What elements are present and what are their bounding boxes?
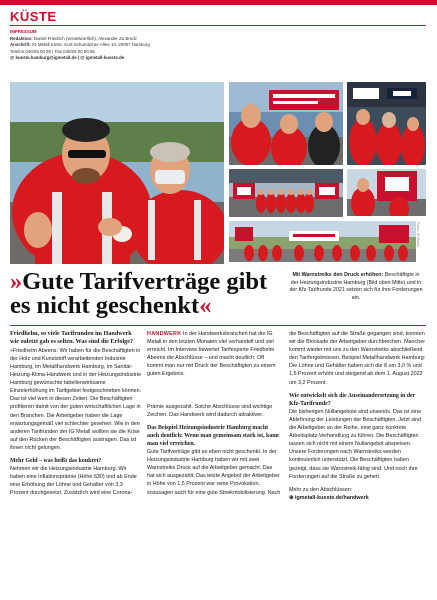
question-4: Wie entwickelt sich die Auseinandersetzung in der Kfz-Tarifrunde? bbox=[289, 392, 416, 407]
impressum-anschrift: Anschrift: IG Metall Küste, Kurt-Schumacher-Allee 10, 20097 Hamburg bbox=[10, 42, 150, 47]
answer-2: Nehmen wir die Heizungsindustrie Hamburg. Wir haben eine Inflationsprämie (Höhe 630) und ab Ende eine Erhöhung der Löhne und Gehälter von 3,3 Prozent durchgesetzt. Zusätzlich wird eine Corona- bbox=[10, 466, 137, 497]
impressum-redaktion: Redaktion: Daniel Friedrich (verantwortlich), Alexander Zu Bredz bbox=[10, 35, 137, 41]
article-column-2 bbox=[147, 330, 281, 596]
impressum-online: @ kueste.hamburg@igmetall.de | @ igmetall-kueste.de bbox=[10, 55, 125, 60]
section-divider bbox=[10, 25, 426, 26]
photo-group-street bbox=[229, 221, 416, 262]
photo-group-flags bbox=[229, 169, 343, 217]
question-3: Das Beispiel Heizungsindustrie Hamburg macht auch deutlich: Wenn man gemeinsam stark ist, kann man viel erreichen. bbox=[147, 424, 279, 447]
article-column-1 bbox=[10, 330, 142, 596]
impressum-contact: Telefon 040/28 00 90 | Fax 040/28 00 90 55 bbox=[10, 48, 95, 54]
answer-3-cont: die Beschäftigten auf die Straße gegangen sind, konnten wir die Blockade der Arbeitgeber durchbrechen. Mancher kommt wieder mit uns zu den Warnstreiks abschließend den Tarifergebnissen. Beispiel Metallhandwerk Hamburg: Die Löhne und Gehälter haben sich die 8 um 3,0 % und 1,5 Prozent erhöht und steigend ab dem 1. August 2022 um 3,2 Prozent. bbox=[289, 331, 426, 386]
top-color-bar bbox=[0, 0, 437, 5]
article-headline: »Gute Tarifverträge gibt es nicht geschenkt« bbox=[10, 268, 268, 319]
answer-2-cont: Prämie ausgezahlt. Solche Abschlüsse sind wichtige Zeichen. Das Handwerk wird dadurch attraktiver. bbox=[147, 403, 273, 418]
article-column-3 bbox=[289, 330, 426, 596]
impressum-heading: IMPRESSUM bbox=[10, 29, 37, 34]
answer-4: Die bisherigen Nullangebote sind unseriös. Das ist eine Ablehnung der Leistungen der Beschäftigten. Jetzt sind die Arbeitgeber an der Reihe, eine ganz konkrete Arbeitsplatz-Verhandlung zu führen. Die Beschäftigten lassen sich nicht mit einem Nullangebot abspeisen. Unsere Forderungen nach Warnstreiks werden kontinuierlich unterstützt. Die Beschäftigten haben gezeigt, dass sie Warnstreik-fähig sind. Und noch ihre Forderungen auf die Straße zu gehen. bbox=[289, 408, 422, 480]
answer-1: »Friedhelm Abeens: Wir haben für die Beschäftigten in der Holz und Kunststoff verarbeitenden Industrie Hamburg, im Metallhandwerk Hamburg, im Sanitär-Heizung-Klima-Handwerk und in der Heizungsindustrie Hamburg gewünschte tabellenwirksame Einzelerhöhung im Tarifgebiet festgeschrieben können. Das ist viel wert in diesen Zeiten. Die Beschäftigten profitieren damit von der guten wirtschaftlichen Lage in den Branchen. Die Arbeitgeber haben die Lage erwartungsgemäß viel schlechter gesehen. Wie in den anderen Tarifrunden der IG Metall wollten sie die Krise auf den Rücken der Beschäftigten austragen. Das ist ihnen nicht gelungen. bbox=[10, 347, 142, 451]
photo-workers-thumbs-up bbox=[10, 82, 224, 264]
headline-rule bbox=[10, 325, 426, 326]
photo-strike-banner bbox=[229, 82, 343, 165]
photo-credit: Fotos: IG Metall bbox=[416, 222, 420, 247]
intro-paragraph: HANDWERK In der Handwerksbranchen hat die IG Metall in den letzten Monaten viel verhandelt und viel erreicht. Im Interview bewertet Tarifexperte Friedhelm Abeens die Abschlüsse – und macht deutlich: Oft kommt man nur mit Druck der Beschäftigten zu einem guten Ergebnis. bbox=[147, 331, 276, 378]
question-2: Mehr Geld – was heißt das konkret? bbox=[10, 458, 102, 465]
answer-3: Gute Tarifverträge gibt es eben nicht geschenkt. In der Heizungsindustrie Hamburg haben wir mit zwei Warnstreiks Druck auf die Arbeitgeber gemacht. Das hat sich ausgezahlt. Das letzte Angebot der Arbeitgeber in Höhe von 1,5 Prozent war reine Provokation, sozusagen auch für eine gute Streikmobilisierung. Nach bbox=[147, 449, 281, 496]
more-info-link[interactable]: ⊕ igmetall-kueste.de/handwerk bbox=[289, 494, 369, 501]
photo-dacia-dealership bbox=[347, 82, 426, 165]
more-info-label: Mehr zu den Abschlüssen: bbox=[289, 486, 353, 493]
photo-caption: Mit Warnstreiks den Druck erhöhen: Beschäftigte in der Heizungsindustrie Hamburg (Bild oben Mitte) und in der Kfz-Tarifrunde 2021 setzen sich für ihre Forderungen ein. bbox=[289, 272, 423, 302]
impressum-block bbox=[10, 29, 215, 62]
photo-workers-ig-flags bbox=[347, 169, 426, 216]
question-1: Friedhelm, so viele Tarifrunden im Handwerk wie zuletzt gab es selten. Was sind die Erfolge? bbox=[10, 330, 134, 346]
keyword-handwerk: HANDWERK bbox=[147, 331, 182, 337]
section-title: KÜSTE bbox=[10, 9, 57, 24]
